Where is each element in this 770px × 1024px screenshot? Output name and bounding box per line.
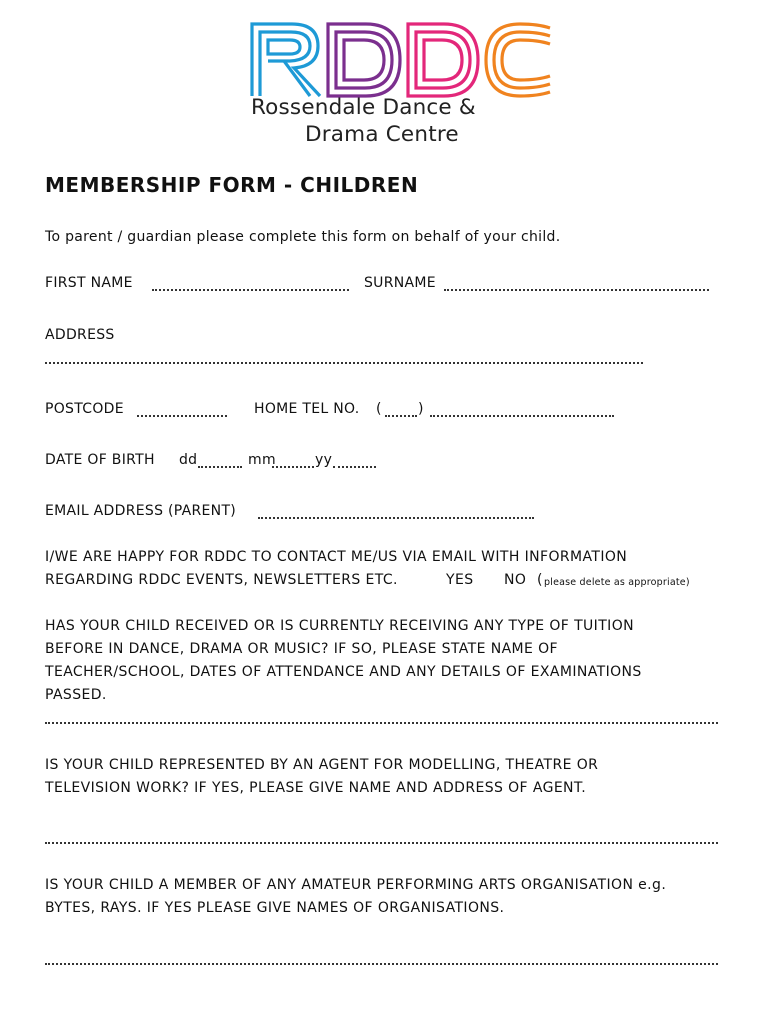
amateur-question-line-2: BYTES, RAYS. IF YES PLEASE GIVE NAMES OF ORGANISATIONS.	[45, 900, 505, 916]
email-label: EMAIL ADDRESS (PARENT)	[45, 503, 237, 519]
intro-text: To parent / guardian please complete this form on behalf of your child.	[45, 229, 561, 245]
surname-field[interactable]	[444, 289, 709, 291]
contact-question-line-2: REGARDING RDDC EVENTS, NEWSLETTERS ETC.	[45, 572, 398, 588]
agent-answer-field[interactable]	[45, 842, 718, 844]
home-tel-close-paren: )	[418, 401, 424, 417]
delete-note: please delete as appropriate)	[544, 577, 690, 588]
dob-mm-label: mm	[248, 452, 276, 468]
dob-yy-label: yy	[315, 452, 333, 468]
tuition-question-line-4: PASSED.	[45, 687, 107, 703]
dob-label: DATE OF BIRTH	[45, 452, 155, 468]
rddc-logo-graphic	[248, 20, 554, 98]
agent-question-line-1: IS YOUR CHILD REPRESENTED BY AN AGENT FOR MODELLING, THEATRE OR	[45, 757, 599, 773]
surname-label: SURNAME	[364, 275, 436, 291]
tuition-answer-field[interactable]	[45, 722, 718, 724]
form-title: MEMBERSHIP FORM - CHILDREN	[45, 173, 419, 197]
first-name-field[interactable]	[152, 289, 349, 291]
logo-letter-c	[486, 24, 550, 96]
home-tel-area-code-field[interactable]	[385, 415, 417, 417]
amateur-answer-field[interactable]	[45, 963, 718, 965]
dob-mm-field[interactable]	[272, 466, 314, 468]
logo-letter-r	[252, 24, 320, 96]
address-field[interactable]	[45, 362, 643, 364]
postcode-label: POSTCODE	[45, 401, 124, 417]
dob-dd-field[interactable]	[198, 466, 242, 468]
home-tel-label: HOME TEL NO.	[254, 401, 360, 417]
tuition-question-line-1: HAS YOUR CHILD RECEIVED OR IS CURRENTLY RECEIVING ANY TYPE OF TUITION	[45, 618, 634, 634]
rddc-logo	[248, 20, 554, 98]
tuition-question-line-2: BEFORE IN DANCE, DRAMA OR MUSIC? IF SO, PLEASE STATE NAME OF	[45, 641, 558, 657]
home-tel-field[interactable]	[430, 415, 614, 417]
amateur-question-line-1: IS YOUR CHILD A MEMBER OF ANY AMATEUR PERFORMING ARTS ORGANISATION e.g.	[45, 877, 667, 893]
contact-no-option[interactable]: NO	[504, 572, 527, 588]
logo-line-1: Rossendale Dance &	[251, 95, 476, 120]
home-tel-open-paren: (	[376, 401, 382, 417]
contact-question-line-1: I/WE ARE HAPPY FOR RDDC TO CONTACT ME/US VIA EMAIL WITH INFORMATION	[45, 549, 628, 565]
logo-line-2: Drama Centre	[305, 122, 459, 147]
dob-dd-label: dd	[179, 452, 198, 468]
agent-question-line-2: TELEVISION WORK? IF YES, PLEASE GIVE NAME AND ADDRESS OF AGENT.	[45, 780, 587, 796]
delete-note-paren: (	[537, 572, 543, 588]
first-name-label: FIRST NAME	[45, 275, 133, 291]
tuition-question-line-3: TEACHER/SCHOOL, DATES OF ATTENDANCE AND ANY DETAILS OF EXAMINATIONS	[45, 664, 642, 680]
contact-yes-option[interactable]: YES	[446, 572, 474, 588]
email-field[interactable]	[258, 517, 534, 519]
logo-letter-d2	[408, 24, 478, 96]
postcode-field[interactable]	[137, 415, 227, 417]
dob-yy-field[interactable]	[333, 466, 376, 468]
logo-letter-d1	[328, 24, 400, 96]
address-label: ADDRESS	[45, 327, 115, 343]
